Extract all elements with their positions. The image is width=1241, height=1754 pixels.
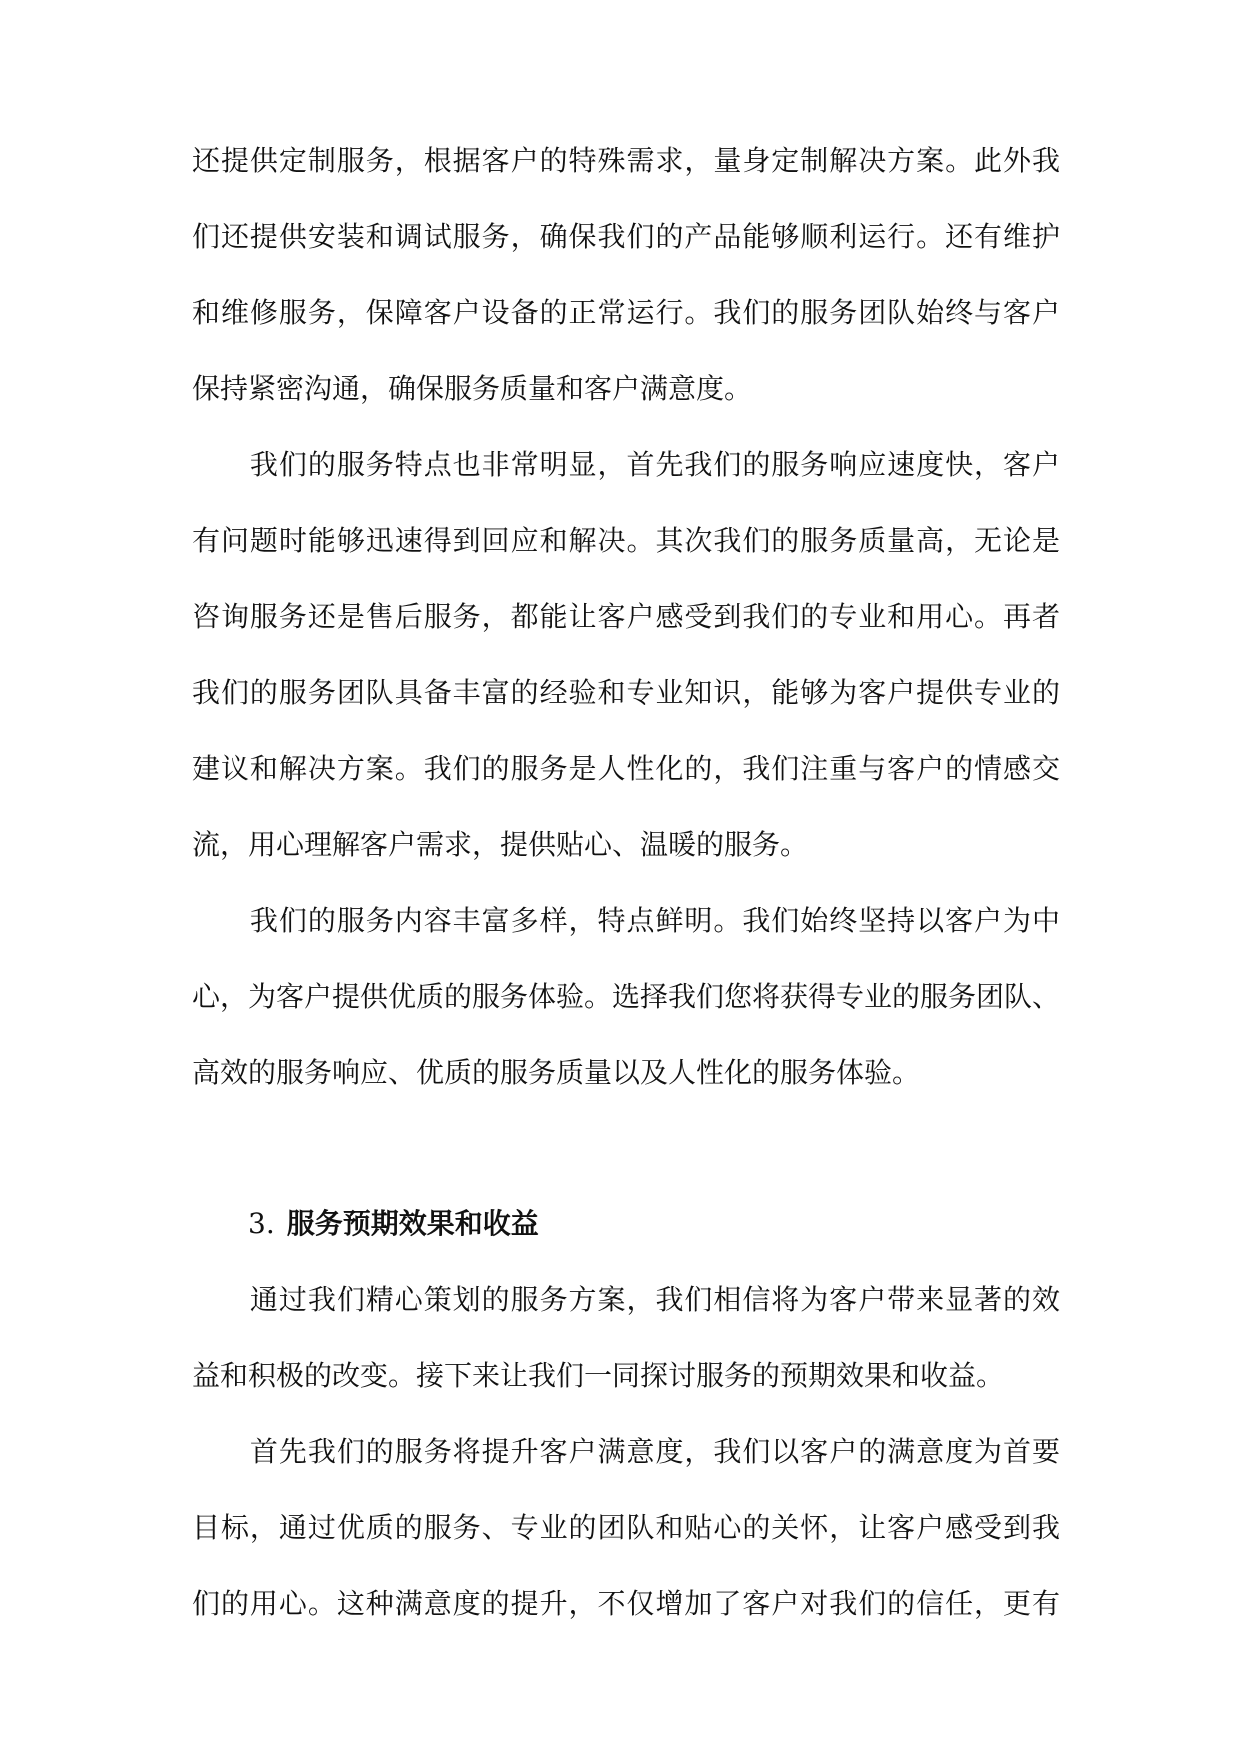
paragraph-line: 益和积极的改变。接下来让我们一同探讨服务的预期效果和收益。: [192, 1359, 1005, 1392]
section-title: 服务预期效果和收益: [286, 1207, 539, 1240]
paragraph-line: 通过我们精心策划的服务方案，我们相信将为客户带来显著的效: [192, 1283, 1060, 1316]
paragraph-line: 保持紧密沟通，确保服务质量和客户满意度。: [192, 372, 753, 405]
paragraph-line: 我们的服务特点也非常明显，首先我们的服务响应速度快，客户: [192, 448, 1060, 481]
paragraph-line: 们的用心。这种满意度的提升，不仅增加了客户对我们的信任，更有: [192, 1587, 1060, 1620]
paragraph-line: 目标，通过优质的服务、专业的团队和贴心的关怀，让客户感受到我: [192, 1511, 1060, 1544]
paragraph-line: 们还提供安装和调试服务，确保我们的产品能够顺利运行。还有维护: [192, 220, 1060, 253]
paragraph-line: 有问题时能够迅速得到回应和解决。其次我们的服务质量高，无论是: [192, 524, 1060, 557]
paragraph-line: 还提供定制服务，根据客户的特殊需求，量身定制解决方案。此外我: [192, 144, 1060, 177]
paragraph-line: 我们的服务团队具备丰富的经验和专业知识，能够为客户提供专业的: [192, 676, 1060, 709]
paragraph-line: 首先我们的服务将提升客户满意度，我们以客户的满意度为首要: [192, 1435, 1060, 1468]
paragraph-line: 咨询服务还是售后服务，都能让客户感受到我们的专业和用心。再者: [192, 600, 1060, 633]
paragraph-line: 流，用心理解客户需求，提供贴心、温暖的服务。: [192, 828, 809, 861]
paragraph-line: 高效的服务响应、优质的服务质量以及人性化的服务体验。: [192, 1056, 921, 1089]
paragraph-line: 心，为客户提供优质的服务体验。选择我们您将获得专业的服务团队、: [192, 980, 1061, 1013]
section-heading: [192, 1205, 1060, 1243]
paragraph-line: 和维修服务，保障客户设备的正常运行。我们的服务团队始终与客户: [192, 296, 1060, 329]
section-number: 3.: [248, 1207, 275, 1240]
paragraph-line: 我们的服务内容丰富多样，特点鲜明。我们始终坚持以客户为中: [192, 904, 1060, 937]
document-body: [192, 142, 1060, 1623]
paragraph-line: 建议和解决方案。我们的服务是人性化的，我们注重与客户的情感交: [192, 752, 1060, 785]
